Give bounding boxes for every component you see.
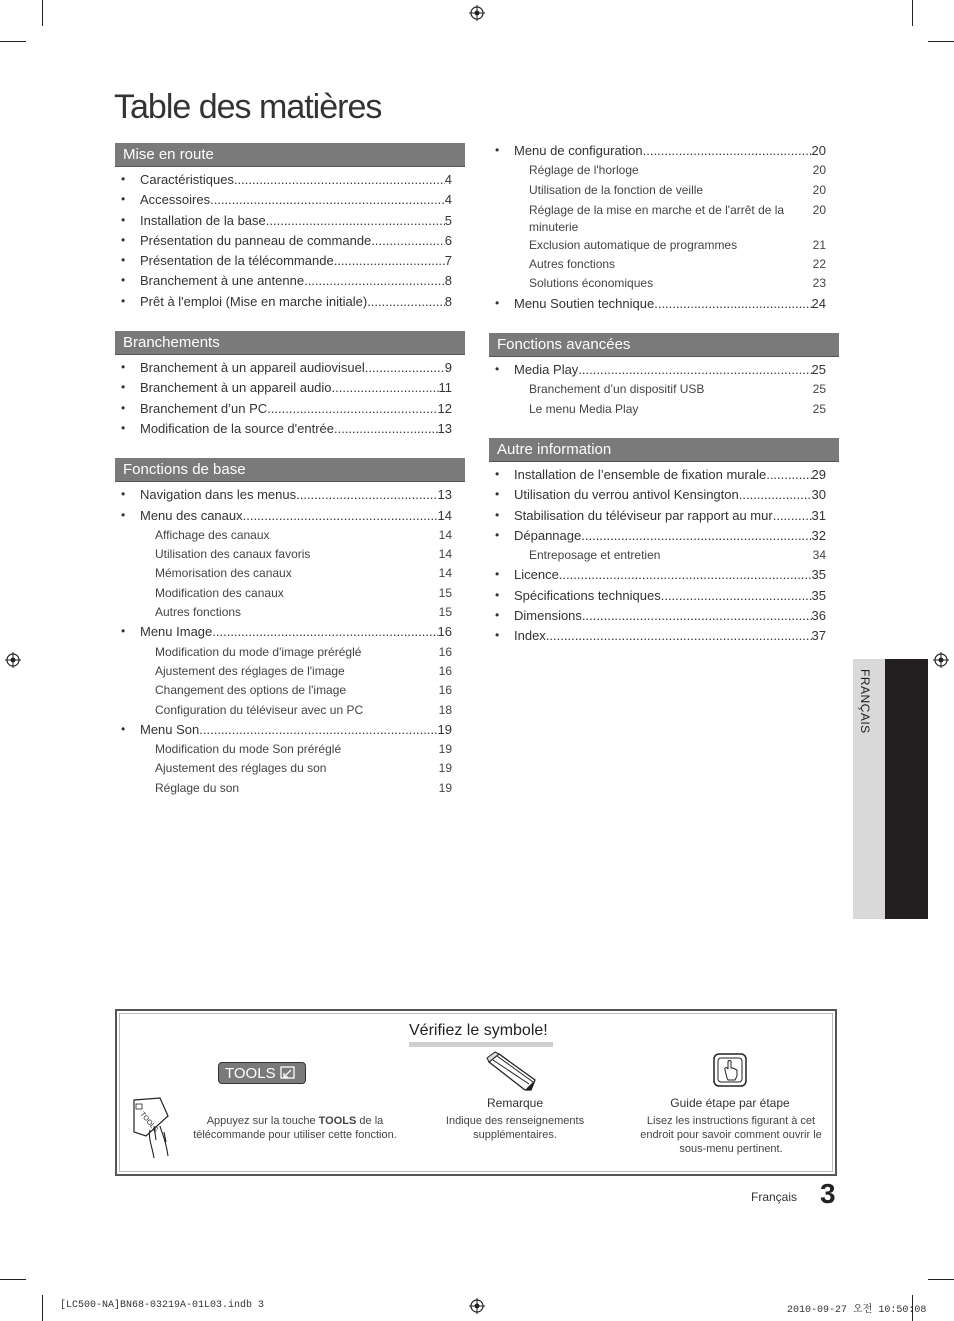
crop-mark bbox=[42, 0, 43, 26]
leader-dots bbox=[234, 172, 445, 187]
toc-subentry-label: Réglage de l'horloge bbox=[529, 163, 639, 178]
leader-dots bbox=[243, 508, 438, 523]
toc-entry-page: 16 bbox=[437, 624, 452, 640]
toc-subentry-page: 22 bbox=[812, 257, 826, 272]
registration-mark-icon bbox=[933, 652, 949, 668]
toc-subentry-page: 25 bbox=[812, 401, 826, 416]
toc-entry-label: Présentation de la télécommande bbox=[140, 253, 334, 269]
section-body bbox=[115, 355, 465, 441]
bullet: • bbox=[121, 192, 126, 207]
toc-subentry-page: 15 bbox=[438, 605, 452, 620]
crop-mark bbox=[0, 41, 26, 42]
toc-subentry-label: Autres fonctions bbox=[529, 257, 616, 272]
toc-subentry-page: 18 bbox=[438, 702, 452, 717]
bullet: • bbox=[495, 608, 500, 623]
toc-subentry[interactable] bbox=[489, 548, 826, 567]
toc-entry-label: Stabilisation du téléviseur par rapport au mur bbox=[514, 507, 773, 523]
toc-entry[interactable] bbox=[115, 421, 452, 441]
toc-entry-label: Menu Son bbox=[140, 721, 200, 737]
section-body bbox=[115, 167, 465, 314]
toc-entry-page: 31 bbox=[811, 507, 826, 523]
toc-entry-label: Menu des canaux bbox=[140, 507, 243, 523]
section-body bbox=[489, 357, 839, 421]
bullet: • bbox=[495, 527, 500, 542]
toc-subentry-page: 20 bbox=[812, 163, 826, 178]
toc-entry-page: 8 bbox=[444, 273, 452, 289]
toc-list bbox=[115, 172, 465, 314]
toc-entry[interactable] bbox=[115, 192, 452, 212]
bullet: • bbox=[495, 628, 500, 643]
toc-list bbox=[489, 143, 839, 316]
toc-entry-label: Modification de la source d'entrée bbox=[140, 420, 334, 436]
toc-entry-page: 8 bbox=[444, 293, 452, 309]
toc-subentry[interactable] bbox=[489, 382, 826, 401]
crop-mark bbox=[0, 1279, 26, 1280]
toc-entry-page: 7 bbox=[444, 253, 452, 269]
toc-subentry-label: Utilisation de la fonction de veille bbox=[529, 182, 704, 197]
toc-subentry-page: 20 bbox=[812, 202, 826, 217]
toc-subentry-page: 14 bbox=[438, 527, 452, 542]
bullet: • bbox=[121, 420, 126, 435]
page-number: 3 bbox=[820, 1178, 836, 1209]
page-title: Table des matières bbox=[114, 88, 382, 126]
toc-subentry-page: 19 bbox=[438, 742, 452, 757]
toc-entry[interactable] bbox=[489, 296, 826, 316]
leader-dots bbox=[739, 487, 812, 502]
toc-subentry-label: Modification du mode Son préréglé bbox=[155, 742, 342, 757]
crop-mark bbox=[42, 1295, 43, 1321]
bullet: • bbox=[121, 293, 126, 308]
section-heading: Branchements bbox=[115, 331, 465, 355]
leader-dots bbox=[371, 233, 444, 248]
registration-mark-icon bbox=[469, 5, 485, 21]
tools-desc-part2: de la bbox=[359, 1115, 384, 1127]
tools-arrow-icon bbox=[280, 1066, 296, 1080]
leader-dots bbox=[578, 362, 811, 377]
print-file-info: [LC500-NA]BN68-03219A-01L03.indb 3 bbox=[60, 1300, 265, 1311]
leader-dots bbox=[267, 401, 437, 416]
bullet: • bbox=[121, 624, 126, 639]
toc-subentry-label: Réglage du son bbox=[155, 780, 240, 795]
bullet: • bbox=[495, 143, 500, 157]
toc-entry-page: 24 bbox=[811, 295, 826, 311]
toc-entry-page: 4 bbox=[444, 172, 452, 187]
language-tab-block bbox=[885, 659, 928, 919]
toc-subentry-label: Modification du mode d'image préréglé bbox=[155, 644, 362, 659]
leader-dots bbox=[304, 273, 445, 288]
toc-entry-label: Dimensions bbox=[514, 608, 582, 624]
toc-entry-label: Navigation dans les menus bbox=[140, 487, 297, 503]
toc-entry-label: Prêt à l'emploi (Mise en marche initiale) bbox=[140, 293, 368, 309]
tools-badge bbox=[218, 1062, 306, 1084]
bullet: • bbox=[495, 487, 500, 502]
toc-section bbox=[115, 331, 465, 441]
toc-entry[interactable] bbox=[115, 487, 452, 507]
leader-dots bbox=[334, 421, 438, 436]
toc-entry-label: Licence bbox=[514, 567, 559, 583]
toc-entry[interactable] bbox=[489, 143, 826, 163]
toc-entry[interactable] bbox=[489, 508, 826, 528]
crop-mark bbox=[928, 1279, 954, 1280]
toc-entry-page: 12 bbox=[437, 400, 452, 416]
bullet: • bbox=[121, 273, 126, 288]
bullet: • bbox=[495, 587, 500, 602]
bullet: • bbox=[121, 253, 126, 268]
leader-dots bbox=[654, 296, 811, 311]
toc-entry-page: 20 bbox=[811, 143, 826, 158]
registration-mark-icon bbox=[5, 652, 21, 668]
registration-mark-icon bbox=[469, 1298, 485, 1314]
note-caption: Remarque bbox=[486, 1096, 544, 1110]
toc-subentry-label: Entreposage et entretien bbox=[529, 548, 661, 563]
toc-entry-page: 6 bbox=[444, 232, 452, 248]
leader-dots bbox=[661, 588, 812, 603]
note-pencil-icon bbox=[485, 1050, 541, 1094]
leader-dots bbox=[559, 567, 812, 582]
leader-dots bbox=[582, 608, 812, 623]
toc-entry[interactable] bbox=[115, 253, 452, 273]
toc-entry-label: Menu Image bbox=[140, 624, 213, 640]
toc-subentry[interactable] bbox=[115, 566, 452, 585]
toc-subentry-page: 20 bbox=[812, 182, 826, 197]
toc-entry-label: Accessoires bbox=[140, 192, 211, 208]
toc-entry[interactable] bbox=[489, 528, 826, 548]
toc-subentry[interactable] bbox=[115, 683, 452, 702]
title-underline bbox=[409, 1042, 553, 1047]
toc-entry-page: 11 bbox=[438, 380, 452, 396]
tools-desc-part1: Appuyez sur la touche bbox=[206, 1115, 316, 1127]
leader-dots bbox=[546, 628, 812, 643]
toc-subentry[interactable] bbox=[115, 586, 452, 605]
toc-entry[interactable] bbox=[489, 608, 826, 628]
toc-entry-label: Menu Soutien technique bbox=[514, 295, 655, 311]
toc-subentry-label: Autres fonctions bbox=[155, 605, 242, 620]
toc-subentry[interactable] bbox=[115, 703, 452, 722]
leader-dots bbox=[773, 508, 812, 523]
bullet: • bbox=[121, 487, 126, 502]
toc-right-column bbox=[489, 143, 839, 649]
remote-hand-icon bbox=[130, 1096, 176, 1160]
toc-entry-page: 19 bbox=[437, 721, 452, 737]
toc-entry-page: 9 bbox=[444, 360, 452, 376]
toc-list bbox=[489, 362, 839, 421]
toc-entry-label: Utilisation du verrou antivol Kensington bbox=[514, 487, 739, 503]
toc-subentry[interactable] bbox=[115, 605, 452, 624]
toc-left-column bbox=[115, 143, 465, 800]
toc-entry-page: 35 bbox=[811, 567, 826, 583]
bullet: • bbox=[121, 232, 126, 247]
toc-entry-page: 36 bbox=[811, 608, 826, 624]
language-tab-label: FRANÇAIS bbox=[858, 669, 872, 734]
toc-entry-label: Index bbox=[514, 628, 546, 644]
symbol-legend-title: Vérifiez le symbole! bbox=[409, 1022, 548, 1039]
toc-entry-page: 5 bbox=[444, 212, 452, 228]
leader-dots bbox=[212, 624, 437, 639]
toc-subentry-page: 19 bbox=[438, 761, 452, 776]
toc-entry-label: Spécifications techniques bbox=[514, 587, 661, 603]
bullet: • bbox=[495, 567, 500, 582]
toc-entry-label: Installation de la base bbox=[140, 212, 266, 228]
toc-subentry-label: Réglage de la mise en marche et de l'arrêt de la minuterie bbox=[529, 202, 785, 234]
toc-subentry[interactable] bbox=[115, 664, 452, 683]
section-body bbox=[489, 462, 839, 649]
tools-desc-bold: TOOLS bbox=[318, 1115, 357, 1127]
toc-subentry[interactable] bbox=[489, 257, 826, 276]
step-guide-hand-icon bbox=[712, 1052, 748, 1088]
toc-entry-label: Branchement d’un PC bbox=[140, 400, 268, 416]
toc-entry-page: 35 bbox=[811, 587, 826, 603]
toc-entry-page: 30 bbox=[811, 487, 826, 503]
toc-subentry-page: 14 bbox=[438, 566, 452, 581]
toc-subentry-page: 23 bbox=[812, 276, 826, 291]
toc-entry-label: Branchement à un appareil audiovisuel bbox=[140, 360, 365, 376]
tools-badge-label: TOOLS bbox=[225, 1065, 276, 1082]
toc-subentry-label: Le menu Media Play bbox=[529, 401, 639, 416]
toc-entry[interactable] bbox=[115, 722, 452, 742]
bullet: • bbox=[121, 360, 126, 375]
toc-entry[interactable] bbox=[115, 508, 452, 528]
toc-entry[interactable] bbox=[115, 380, 452, 400]
toc-entry[interactable] bbox=[115, 401, 452, 421]
toc-subentry-label: Mémorisation des canaux bbox=[155, 566, 292, 581]
leader-dots bbox=[266, 213, 445, 228]
bullet: • bbox=[121, 212, 126, 227]
toc-subentry-page: 16 bbox=[438, 663, 452, 678]
toc-entry[interactable] bbox=[489, 567, 826, 587]
toc-entry[interactable] bbox=[489, 362, 826, 382]
toc-entry[interactable] bbox=[115, 172, 452, 192]
toc-subentry[interactable] bbox=[489, 163, 826, 182]
toc-section bbox=[115, 143, 465, 314]
section-heading: Fonctions de base bbox=[115, 458, 465, 482]
toc-subentry-page: 16 bbox=[438, 683, 452, 698]
leader-dots bbox=[581, 528, 811, 543]
bullet: • bbox=[495, 507, 500, 522]
toc-section bbox=[489, 438, 839, 649]
crop-mark bbox=[912, 0, 913, 26]
section-body bbox=[115, 482, 465, 800]
bullet: • bbox=[121, 507, 126, 522]
toc-subentry[interactable] bbox=[489, 238, 826, 257]
toc-entry-page: 32 bbox=[811, 527, 826, 543]
toc-subentry[interactable] bbox=[115, 547, 452, 566]
toc-entry-page: 25 bbox=[811, 362, 826, 378]
leader-dots bbox=[334, 253, 445, 268]
bullet: • bbox=[121, 400, 126, 415]
toc-entry-page: 14 bbox=[437, 507, 452, 523]
symbol-legend-inner bbox=[119, 1013, 833, 1172]
toc-section bbox=[489, 333, 839, 421]
toc-section bbox=[115, 458, 465, 800]
bullet: • bbox=[495, 362, 500, 377]
toc-subentry-label: Ajustement des réglages du son bbox=[155, 761, 327, 776]
toc-subentry[interactable] bbox=[115, 761, 452, 780]
toc-subentry-page: 19 bbox=[438, 780, 452, 795]
toc-entry[interactable] bbox=[115, 213, 452, 233]
section-heading: Autre information bbox=[489, 438, 839, 462]
section-heading: Fonctions avancées bbox=[489, 333, 839, 357]
toc-entry-label: Présentation du panneau de commande bbox=[140, 232, 372, 248]
toc-entry-label: Media Play bbox=[514, 362, 579, 378]
toc-subentry-label: Modification des canaux bbox=[155, 585, 284, 600]
toc-list bbox=[115, 487, 465, 800]
toc-subentry-label: Exclusion automatique de programmes bbox=[529, 237, 738, 252]
toc-subentry-label: Changement des options de l'image bbox=[155, 683, 347, 698]
tools-desc-line2: télécommande pour utiliser cette fonction. bbox=[193, 1129, 397, 1141]
toc-entry-label: Installation de l’ensemble de fixation murale bbox=[514, 466, 767, 482]
bullet: • bbox=[495, 295, 500, 310]
symbol-legend-box bbox=[115, 1009, 837, 1176]
toc-entry-page: 4 bbox=[444, 192, 452, 208]
leader-dots bbox=[210, 192, 445, 207]
remote-key-label: TOOLS bbox=[138, 1111, 159, 1134]
guide-description: Lisez les instructions figurant à cet endroit pour savoir comment ouvrir le sous-menu pertinent. bbox=[640, 1115, 822, 1155]
toc-subentry-label: Solutions économiques bbox=[529, 276, 654, 291]
toc-subentry-page: 16 bbox=[438, 644, 452, 659]
leader-dots bbox=[296, 487, 437, 502]
toc-entry-page: 29 bbox=[811, 466, 826, 482]
toc-subentry[interactable] bbox=[115, 528, 452, 547]
toc-entry-label: Branchement à une antenne bbox=[140, 273, 305, 289]
toc-entry[interactable] bbox=[115, 273, 452, 293]
toc-subentry[interactable] bbox=[489, 402, 826, 421]
toc-subentry-label: Ajustement des réglages de l'image bbox=[155, 663, 345, 678]
toc-subentry-label: Configuration du téléviseur avec un PC bbox=[155, 702, 364, 717]
leader-dots bbox=[367, 294, 445, 309]
toc-entry[interactable] bbox=[115, 233, 452, 253]
leader-dots bbox=[766, 467, 811, 482]
toc-entry[interactable] bbox=[115, 360, 452, 380]
toc-subentry[interactable] bbox=[115, 742, 452, 761]
toc-subentry[interactable] bbox=[115, 645, 452, 664]
leader-dots bbox=[643, 143, 812, 158]
bullet: • bbox=[121, 721, 126, 736]
toc-entry-page: 37 bbox=[811, 628, 826, 644]
bullet: • bbox=[121, 172, 126, 186]
leader-dots bbox=[332, 380, 439, 395]
toc-subentry[interactable] bbox=[489, 276, 826, 295]
toc-subentry-page: 34 bbox=[812, 548, 826, 563]
crop-mark bbox=[928, 41, 954, 42]
toc-entry-label: Dépannage bbox=[514, 527, 582, 543]
toc-subentry-page: 21 bbox=[812, 237, 826, 252]
toc-list bbox=[115, 360, 465, 441]
toc-subentry-label: Utilisation des canaux favoris bbox=[155, 547, 311, 562]
toc-list bbox=[489, 467, 839, 649]
toc-entry[interactable] bbox=[489, 487, 826, 507]
leader-dots bbox=[365, 360, 445, 375]
toc-section-continued bbox=[489, 143, 839, 316]
toc-entry[interactable] bbox=[489, 628, 826, 648]
toc-entry[interactable] bbox=[115, 294, 452, 314]
toc-subentry[interactable] bbox=[489, 202, 826, 238]
bullet: • bbox=[495, 466, 500, 481]
toc-subentry-label: Affichage des canaux bbox=[155, 527, 270, 542]
toc-subentry[interactable] bbox=[115, 781, 452, 800]
toc-entry[interactable] bbox=[489, 588, 826, 608]
bullet: • bbox=[121, 380, 126, 395]
note-description: Indique des renseignements supplémentaires. bbox=[445, 1115, 585, 1141]
print-timestamp: 2010-09-27 오전 10:50:08 bbox=[787, 1305, 927, 1316]
toc-entry-label: Menu de configuration bbox=[514, 143, 643, 158]
guide-caption: Guide étape par étape bbox=[670, 1096, 790, 1110]
toc-entry-label: Caractéristiques bbox=[140, 172, 234, 187]
toc-entry[interactable] bbox=[115, 624, 452, 644]
toc-subentry-page: 25 bbox=[812, 382, 826, 397]
toc-entry-page: 13 bbox=[437, 420, 452, 436]
toc-entry-page: 13 bbox=[437, 487, 452, 503]
toc-entry[interactable] bbox=[489, 467, 826, 487]
toc-subentry-page: 14 bbox=[438, 547, 452, 562]
leader-dots bbox=[199, 722, 437, 737]
section-heading: Mise en route bbox=[115, 143, 465, 167]
footer-language: Français bbox=[751, 1190, 798, 1204]
tools-description bbox=[180, 1114, 410, 1142]
toc-entry-label: Branchement à un appareil audio bbox=[140, 380, 332, 396]
toc-subentry[interactable] bbox=[489, 183, 826, 202]
toc-subentry-label: Branchement d’un dispositif USB bbox=[529, 382, 705, 397]
toc-subentry-page: 15 bbox=[438, 585, 452, 600]
